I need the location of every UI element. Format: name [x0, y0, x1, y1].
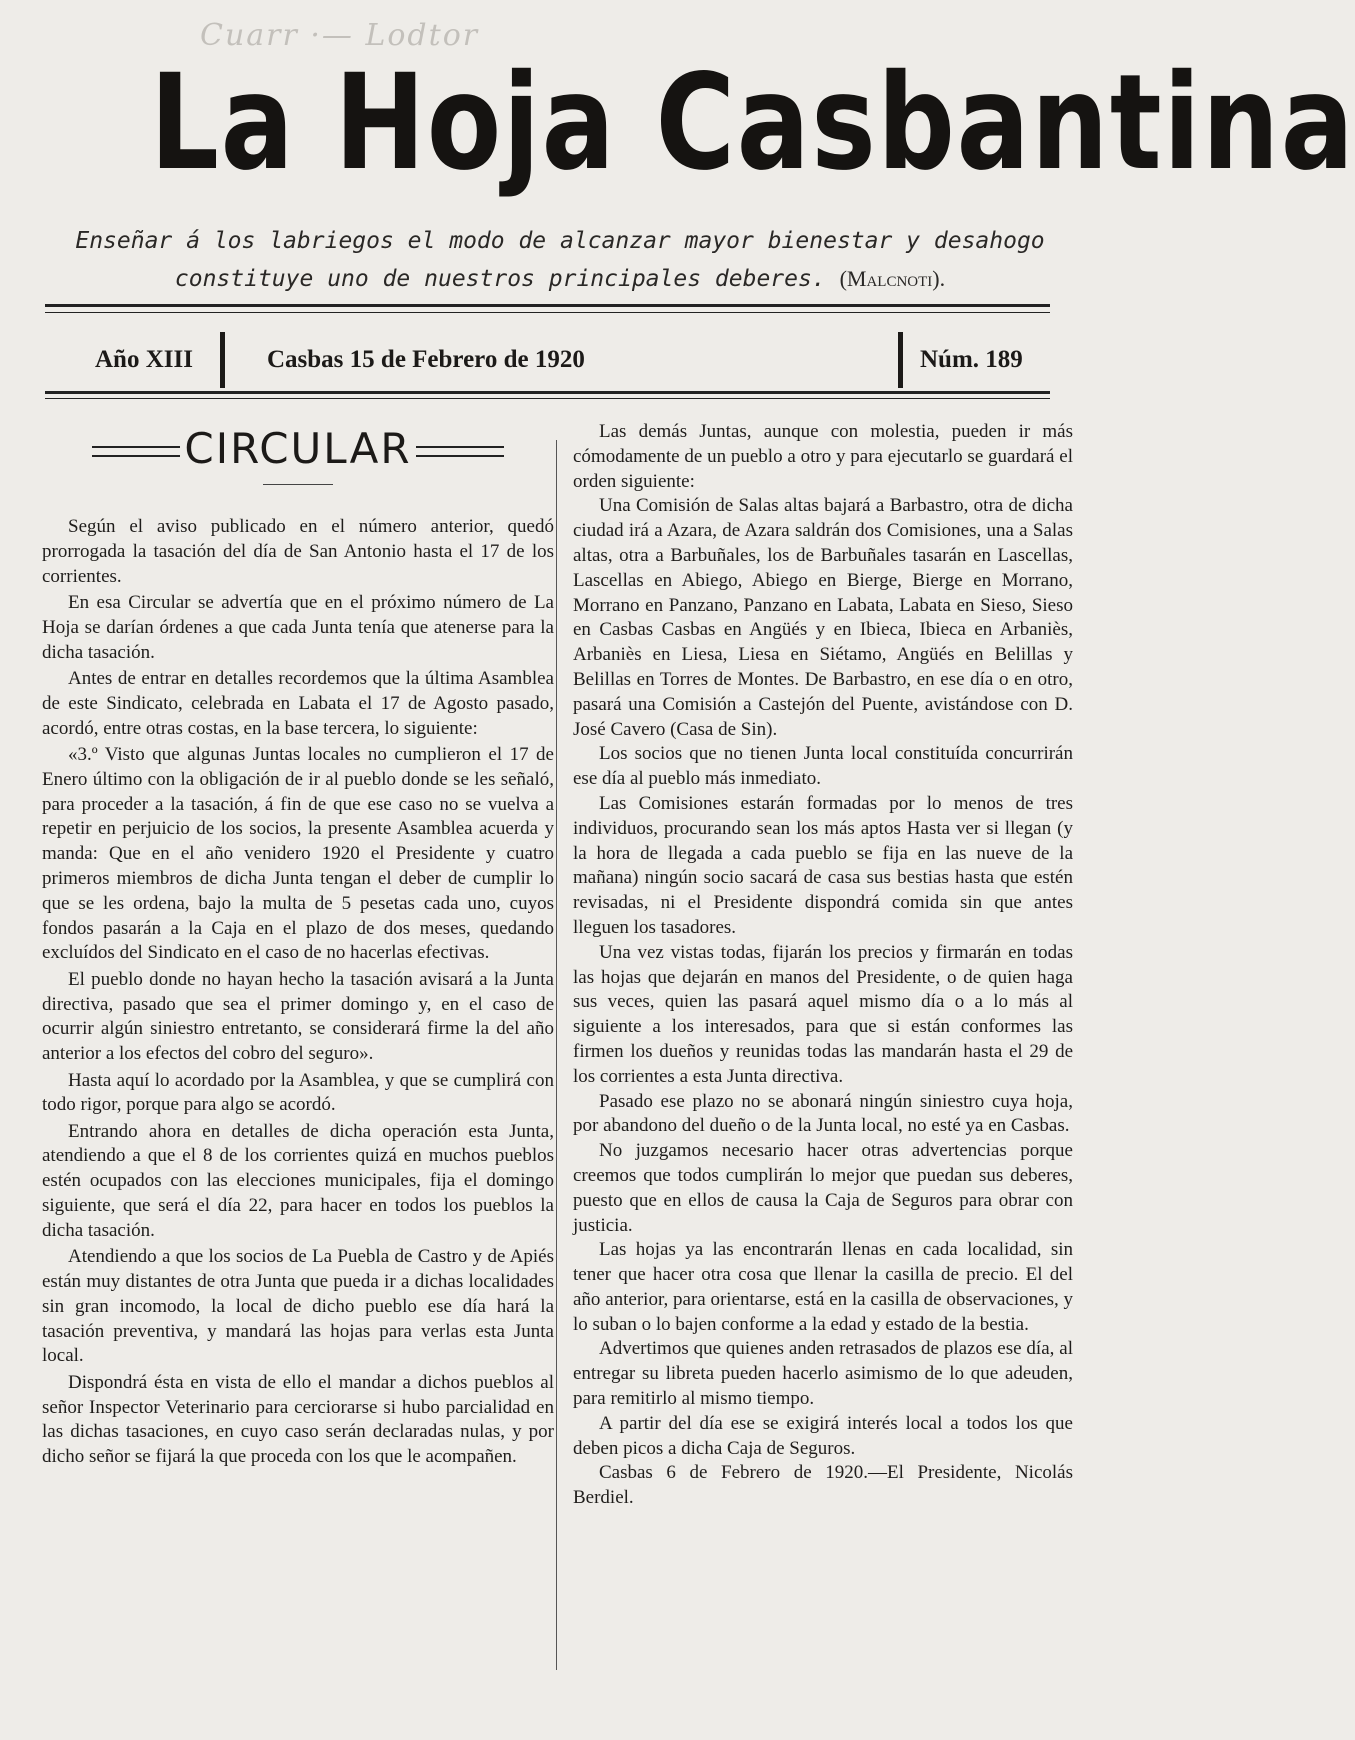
heading-double-rule-right	[416, 446, 504, 457]
article-paragraph: Atendiendo a que los socios de La Puebla de Castro y de Apiés están muy distantes de otra Junta que pueda ir a dichas localidades sin gran incomodo, la local de dicho pueblo ese día hará la tasación preventiva, y mandará las hojas para verlas esta Junta local.	[42, 1246, 554, 1367]
motto-attribution: (Malcnoti).	[839, 266, 946, 291]
issue-number: Núm. 189	[920, 346, 1023, 373]
article-paragraph: El pueblo donde no hayan hecho la tasación avisará a la Junta directiva, pasado que sea el primer domingo y, en el caso de ocurrir algún siniestro entretanto, se considerará firme la del año anterior a los efectos del cobro del seguro».	[42, 968, 554, 1065]
heading-double-rule-left	[92, 446, 180, 457]
handwritten-annotation: Cuarr ·— Lodtor	[200, 18, 480, 53]
column-divider	[556, 440, 557, 1670]
article-paragraph: Las Comisiones estarán formadas por lo menos de tres individuos, procurando sean los más aptos Hasta ver si llegan (y la hora de llegada a cada pueblo se fija en las nueve de la mañana) ningún socio sacará de casa sus bestias hasta que estén revisadas, ni el Presidente dispondrá comida sin que antes lleguen los tasadores.	[573, 792, 1073, 938]
place-date: Casbas 15 de Febrero de 1920	[267, 346, 585, 373]
bottom-rule-thick	[45, 391, 1050, 394]
top-rule-thick	[45, 304, 1050, 307]
article-paragraph: Una Comisión de Salas altas bajará a Barbastro, otra de dicha ciudad irá a Azara, de Azara saldrán dos Comisiones, una a Salas altas, otra a Barbuñales, los de Barbuñales tasarán en Lascellas, Lascellas en Abiego, Abiego en Bierge, Bierge en Morrano, Morrano en Panzano, Panzano en Labata, Labata en Sieso, Sieso en Casbas Casbas en Angüés y en Ibieca, Ibieca en Arbaniès, Arbaniès en Liesa, Liesa en Siétamo, Angüés en Belillas y Belillas en Torres de Montes. De Barbastro, en ese día o en otro, pasará una Comisión a Castejón del Puente, avistándose con D. José Cavero (Casa de Sin).	[573, 495, 1073, 740]
article-paragraph: Hasta aquí lo acordado por la Asamblea, y que se cumplirá con todo rigor, porque para algo se acordó.	[42, 1069, 554, 1116]
masthead-title: La Hoja Casbantina	[150, 46, 1355, 200]
article-paragraph: Dispondrá ésta en vista de ello el mandar a dichos pueblos al señor Inspector Veterinario para cerciorarse si hubo parcialidad en las dichas tasaciones, en cuyo caso serán declaradas nulas, y por dicho señor se fijará la que proceda con los que le acompañen.	[42, 1371, 554, 1468]
year-label: Año XIII	[95, 346, 193, 373]
bottom-rule-thin	[45, 398, 1050, 399]
article-heading	[42, 420, 554, 478]
heading-underline	[263, 484, 333, 485]
article-paragraph: No juzgamos necesario hacer otras advertencias porque creemos que todos cumplirán lo mejor que puedan sus deberes, puesto que en ellos de causa la Caja de Seguros para obrar con justicia.	[573, 1140, 1073, 1236]
article-paragraph: Antes de entrar en detalles recordemos que la última Asamblea de este Sindicato, celebrada en Labata el 17 de Agosto pasado, acordó, entre otras costas, en la base tercera, lo siguiente:	[42, 667, 554, 739]
motto	[60, 222, 1060, 298]
dateline-separator-left	[220, 332, 225, 388]
article-heading-text: CIRCULAR	[184, 424, 412, 473]
article-paragraph: En esa Circular se advertía que en el próximo número de La Hoja se darían órdenes a que cada Junta tenía que atenerse para la dicha tasación.	[42, 591, 554, 663]
article-paragraph: Una vez vistas todas, fijarán los precios y firmarán en todas las hojas que dejarán en manos del Presidente, o de quien haga sus veces, quien las pasará aquel mismo día o a lo más al siguiente a los interesados, para que si están conformes las firmen los dueños y reunidas todas las mandarán hasta el 29 de los corrientes a esta Junta directiva.	[573, 941, 1073, 1087]
signature-line: Casbas 6 de Febrero de 1920.—El Presidente, Nicolás Berdiel.	[573, 1462, 1073, 1509]
article-paragraph: Las hojas ya las encontrarán llenas en cada localidad, sin tener que hacer otra cosa que llenar la casilla de precio. El del año anterior, para orientarse, está en la casilla de observaciones, y lo suban o lo bajen conforme a la edad y estado de la bestia.	[573, 1239, 1073, 1335]
motto-line-2	[60, 260, 1060, 298]
article-paragraph: «3.º Visto que algunas Juntas locales no cumplieron el 17 de Enero último con la obligación de ir al pueblo donde se les señaló, para proceder a la tasación, á fin de que ese caso no se vuelva a repetir en perjuicio de los socios, la presente Asamblea acuerda y manda: Que en el año venidero 1920 el Presidente y cuatro primeros miembros de dicha Junta tengan el deber de cumplir lo que se les ordena, bajo la multa de 5 pesetas cada uno, cuyos fondos pasarán a la Caja en el plazo de dos meses, quedando excluídos del Sindicato en el caso de no hacerlas efectivas.	[42, 743, 554, 964]
article-paragraph: Pasado ese plazo no se abonará ningún siniestro cuya hoja, por abandono del dueño o de la Junta local, no esté ya en Casbas.	[573, 1090, 1073, 1137]
top-rule-thin	[45, 312, 1050, 313]
motto-line-2-text: constituye uno de nuestros principales deberes.	[174, 266, 826, 292]
article-paragraph: Según el aviso publicado en el número anterior, quedó prorrogada la tasación del día de San Antonio hasta el 17 de los corrientes.	[42, 516, 554, 587]
dateline-separator-right	[898, 332, 903, 388]
article-paragraph: Entrando ahora en detalles de dicha operación esta Junta, atendiendo a que el 8 de los corrientes quizá en muchos pueblos estén ocupados con las elecciones municipales, fija el domingo siguiente, que será el día 22, para hacer en todos los pueblos la dicha tasación.	[42, 1120, 554, 1241]
article-paragraph: Advertimos que quienes anden retrasados de plazos ese día, al entregar su libreta pueden hacerlo asimismo de lo que adeuden, para remitirlo al mismo tiempo.	[573, 1338, 1073, 1410]
article-paragraph: Las demás Juntas, aunque con molestia, pueden ir más cómodamente de un pueblo a otro y para ejecutarlo se guardará el orden siguiente:	[573, 421, 1073, 492]
dateline	[45, 330, 1050, 390]
article-paragraph: Los socios que no tienen Junta local constituída concurrirán ese día al pueblo más inmediato.	[573, 743, 1073, 790]
motto-line-1: Enseñar á los labriegos el modo de alcanzar mayor bienestar y desahogo	[75, 228, 1045, 254]
right-column	[573, 420, 1073, 1511]
left-column	[42, 420, 554, 1472]
article-paragraph: A partir del día ese se exigirá interés local a todos los que deben picos a dicha Caja de Seguros.	[573, 1412, 1073, 1459]
